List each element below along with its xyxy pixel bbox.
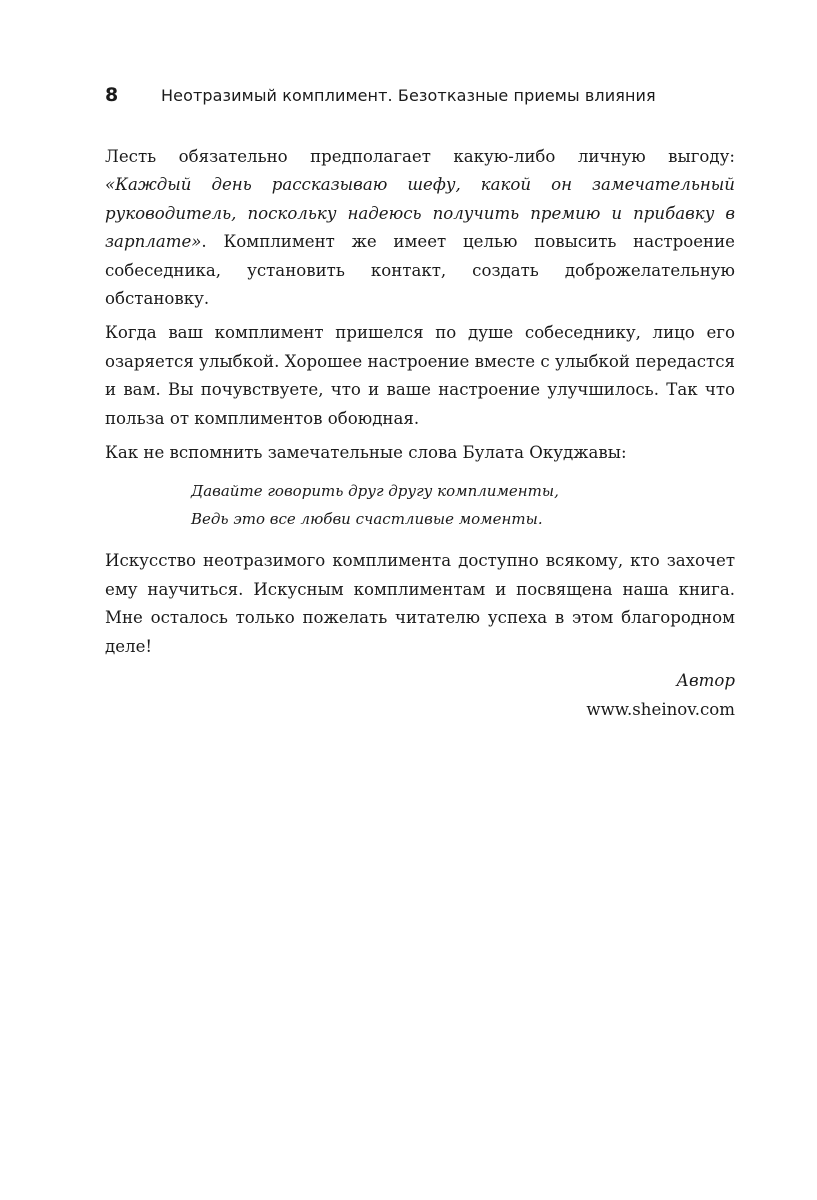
running-head xyxy=(105,82,735,108)
poem-quote xyxy=(191,477,735,533)
paragraph-3-text: Как не вспомнить замечательные слова Булата Окуджавы: xyxy=(105,443,627,463)
poem-line-1: Давайте говорить друг другу комплименты, xyxy=(191,482,559,501)
paragraph-1-quote: «Каждый день рассказываю шефу, какой он замечательный руководитель, поскольку надеюсь получить премию и прибавку в зарплате» xyxy=(105,175,735,252)
signature-author: Автор xyxy=(676,671,735,691)
body-text xyxy=(105,143,735,724)
paragraph-1-text-end: . Комплимент же имеет целью повысить настроение собеседника, установить контакт, создать доброжелательную обстановку. xyxy=(105,232,735,309)
book-page xyxy=(105,0,735,1200)
page-number: 8 xyxy=(105,84,119,106)
paragraph-1-text: Лесть обязательно предполагает какую-либо личную выгоду: xyxy=(105,147,735,166)
closing-paragraph: Искусство неотразимого комплимента доступно всякому, кто захочет ему научиться. Искусным комплиментам и посвящена наша книга. Мне осталось только пожелать читателю успеха в этом благородном деле! xyxy=(105,551,735,656)
paragraph-2-text: Когда ваш комплимент пришелся по душе собеседнику, лицо его озаряется улыбкой. Хорошее настроение вместе с улыбкой передастся и вам. Вы почувствуете, что и ваше настроение улучшилось. Так что польза от комплиментов обоюдная. xyxy=(105,323,735,428)
running-title: Неотразимый комплимент. Безотказные приемы влияния xyxy=(161,86,656,105)
paragraph-2 xyxy=(105,319,735,433)
poem-line-2: Ведь это все любви счастливые моменты. xyxy=(191,510,543,529)
signature-website: www.sheinov.com xyxy=(586,699,735,719)
paragraph-1 xyxy=(105,143,735,313)
paragraph-3 xyxy=(105,439,735,467)
